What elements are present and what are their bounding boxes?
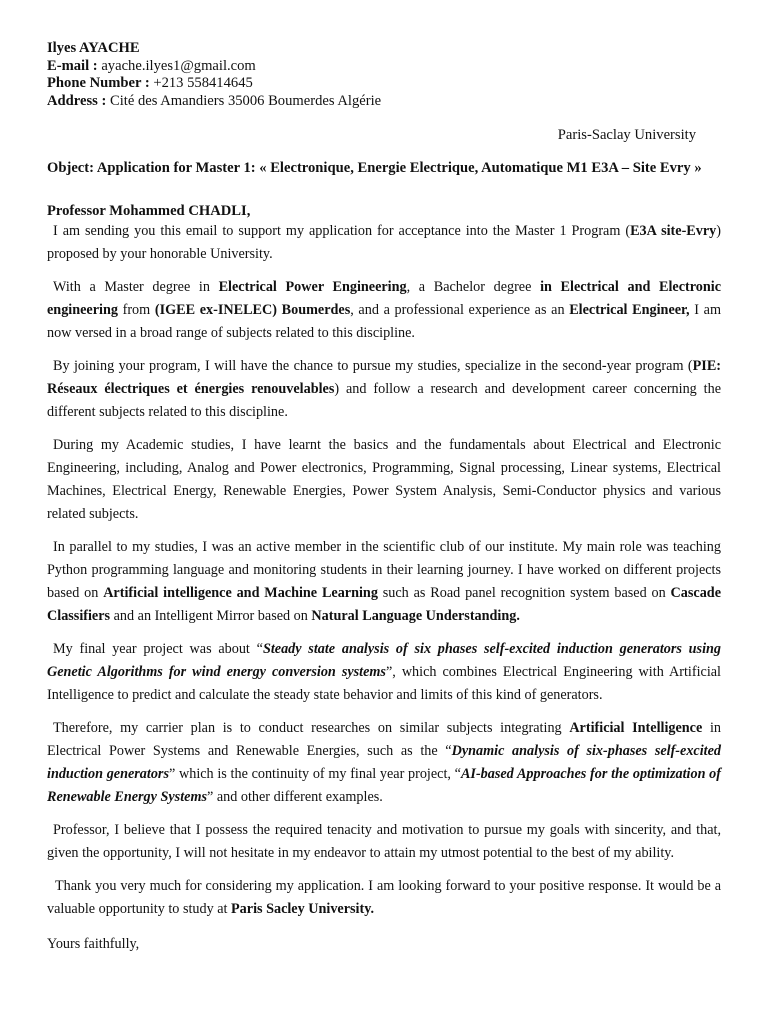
paragraph-3: By joining your program, I will have the chance to pursue my studies, specialize in the second-year program (PIE: Réseaux électriques et énergies renouvelables) and follow a research and development career concerning the different subjects related to this discipline. (47, 357, 722, 420)
paragraph-8: Professor, I believe that I possess the required tenacity and motivation to pursue my goals with sincerity, and that, given the opportunity, I will not hesitate in my endeavor to attain my utmost potential to the best of my ability. (47, 821, 721, 861)
sender-name: Ilyes AYACHE (47, 40, 140, 56)
closing: Yours faithfully, (47, 935, 140, 952)
email-label: E-mail : (47, 57, 98, 74)
phone-label: Phone Number : (47, 75, 150, 91)
paragraph-7: Therefore, my carrier plan is to conduct researches on similar subjects integrating Artificial Intelligence in Electrical Power Systems and Renewable Energies, such as the “Dynamic analysis of six-phases self-excited induction generators” which is the continuity of my final year project, “AI-based Approaches for the optimization of Renewable Energy Systems” and other different examples. (47, 719, 721, 805)
paragraph-2: With a Master degree in Electrical Power Engineering, a Bachelor degree in Electrical and Electronic engineering from (IGEE ex-INELEC) Boumerdes, and a professional experience as an Electrical Engineer, I am now versed in a broad range of subjects related to this discipline. (47, 278, 721, 341)
email-value: ayache.ilyes1@gmail.com (97, 57, 256, 74)
paragraph-1: I am sending you this email to support my application for acceptance into the Master 1 Program (E3A site-Evry) proposed by your honorable University. (47, 222, 721, 262)
address-label: Address : (47, 92, 107, 109)
object-line: Object: Application for Master 1: « Electronique, Energie Electrique, Automatique M1 E3A – Site Evry » (47, 160, 702, 176)
phone-value: +213 558414645 (149, 75, 253, 91)
salutation: Professor Mohammed CHADLI, (47, 202, 251, 219)
paragraph-5: In parallel to my studies, I was an active member in the scientific club of our institute. My main role was teaching Python programming language and monitoring students in their learning journey. I have worked on different projects based on Artificial intelligence and Machine Learning such as Road panel recognition system based on Cascade Classifiers and an Intelligent Mirror based on Natural Language Understanding. (47, 538, 721, 624)
recipient: Paris-Saclay University (557, 127, 696, 143)
paragraph-9: Thank you very much for considering my application. I am looking forward to your positive response. It would be a valuable opportunity to study at Paris Sacley University. (47, 877, 721, 917)
paragraph-6: My final year project was about “Steady state analysis of six phases self-excited induction generators using Genetic Algorithms for wind energy conversion systems”, which combines Electrical Engineering with Artificial Intelligence to predict and calculate the steady state behavior and limits of this kind of generators. (47, 640, 722, 703)
address-value: Cité des Amandiers 35006 Boumerdes Algérie (106, 92, 382, 109)
sender-header (47, 40, 721, 110)
sender-email (47, 58, 721, 76)
sender-phone (47, 75, 721, 93)
paragraph-4: During my Academic studies, I have learnt the basics and the fundamentals about Electrical and Electronic Engineering, including, Analog and Power electronics, Programming, Signal processing, Linear systems, Electrical Machines, Electrical Energy, Renewable Energies, Power System Analysis, Semi-Conductor physics and various related subjects. (47, 436, 721, 522)
sender-address (47, 93, 721, 111)
